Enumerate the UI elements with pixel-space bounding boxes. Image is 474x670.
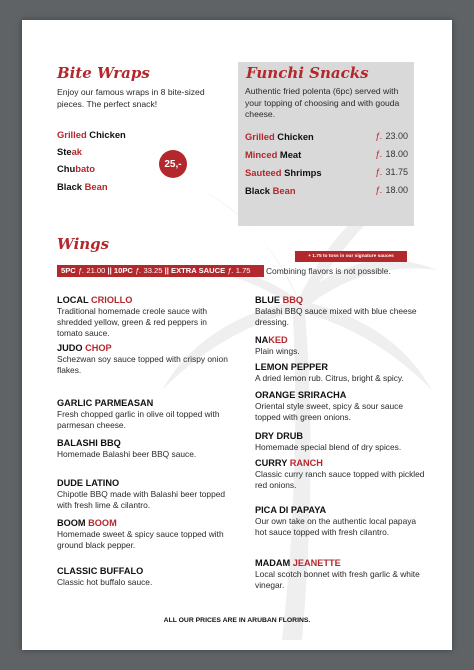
funchi-item: Grilled Chicken ƒ. 23.00 (245, 131, 409, 142)
wing-flavor-description: Homemade special blend of dry spices. (255, 442, 402, 452)
wing-flavor-item (255, 295, 430, 328)
wings-title: Wings (57, 235, 110, 253)
wing-flavor-description: Chipotle BBQ made with Balashi beer topped with fresh lime & cilantro. (57, 489, 226, 510)
wing-flavor-description: Traditional homemade creole sauce with shredded yellow, green & red peppers in tomato sauce. (57, 306, 208, 338)
funchi-snacks-box (238, 62, 414, 259)
wing-flavor-item (255, 362, 430, 384)
wing-flavor-name: NAKED (255, 335, 288, 345)
funchi-snacks-intro: Authentic fried polenta (6pc) served with your topping of choosing and with gouda cheese. (245, 86, 400, 119)
wing-flavor-item (255, 335, 430, 357)
wing-flavor-description: Oriental style sweet, spicy & sour sauce topped with green onions. (255, 401, 404, 422)
wing-flavor-description: Balashi BBQ sauce mixed with blue cheese dressing. (255, 306, 417, 327)
wing-flavor-item (255, 431, 430, 453)
wing-flavor-name: ORANGE SRIRACHA (255, 390, 347, 400)
bite-wrap-item: Grilled Chicken (57, 129, 126, 140)
wing-flavor-name: MADAM JEANETTE (255, 558, 341, 568)
wing-flavor-item (255, 505, 430, 538)
wing-flavor-description: Homemade Balashi beer BBQ sauce. (57, 449, 197, 459)
wing-flavor-name: DUDE LATINO (57, 478, 120, 488)
bite-wraps-intro: Enjoy our famous wraps in 8 bite-sized pieces. The perfect snack! (57, 87, 205, 109)
wing-flavor-item (57, 295, 232, 339)
wing-flavor-name: BALASHI BBQ (57, 438, 121, 448)
wing-flavor-name: PICA DI PAPAYA (255, 505, 327, 515)
wing-flavor-name: BOOM BOOM (57, 518, 117, 528)
wing-flavor-name: BLUE BBQ (255, 295, 303, 305)
wing-flavor-description: Plain wings. (255, 346, 300, 356)
funchi-item-price: ƒ. 31.75 (375, 167, 409, 177)
wing-flavor-name: GARLIC PARMEASAN (57, 398, 154, 408)
wing-flavor-item (57, 478, 232, 511)
bite-wrap-item: Black Bean (57, 180, 108, 192)
funchi-item: Minced Meat ƒ. 18.00 (245, 149, 409, 160)
wing-flavor-description: Local scotch bonnet with fresh garlic & white vinegar. (255, 569, 420, 590)
bite-wrap-item: Chubato (57, 163, 96, 175)
bite-wraps-price-badge: 25,- (159, 150, 187, 178)
wing-flavor-item (255, 558, 430, 591)
wing-flavor-item (57, 343, 232, 376)
menu-page (22, 20, 452, 650)
wing-flavor-description: Our own take on the authentic local papaya hot sauce topped with fresh cilantro. (255, 516, 417, 537)
wing-flavor-item (57, 438, 232, 460)
wing-flavor-name: CURRY RANCH (255, 458, 323, 468)
wing-flavor-item (255, 390, 430, 423)
funchi-item: Black Bean ƒ. 18.00 (245, 185, 409, 196)
funchi-item-price: ƒ. 18.00 (375, 149, 409, 159)
wing-flavor-item (255, 458, 430, 491)
funchi-item-price: ƒ. 18.00 (375, 185, 409, 195)
wing-flavor-description: Fresh chopped garlic in olive oil topped with parmesan cheese. (57, 409, 220, 430)
funchi-snacks-title: Funchi Snacks (246, 64, 369, 82)
price-currency-footer: ALL OUR PRICES ARE IN ARUBAN FLORINS. (163, 617, 311, 624)
wing-flavor-description: Schezwan soy sauce topped with crispy onion flakes. (57, 354, 228, 375)
wing-flavor-name: CLASSIC BUFFALO (57, 566, 144, 576)
wing-flavor-name: LEMON PEPPER (255, 362, 329, 372)
wing-flavor-description: A dried lemon rub. Citrus, bright & spicy. (255, 373, 404, 383)
wing-flavor-name: DRY DRUB (255, 431, 303, 441)
funchi-item: Sauteed Shrimps ƒ. 31.75 (245, 167, 409, 178)
wing-flavor-item (57, 566, 232, 588)
wing-flavor-description: Classic hot buffalo sauce. (57, 577, 153, 587)
wing-flavor-item (57, 518, 232, 551)
wing-flavor-name: JUDO CHOP (57, 343, 112, 353)
sauce-toss-note: + 1.75 to toss in our signature sauces (295, 251, 407, 262)
wing-flavor-description: Homemade sweet & spicy sauce topped with ground black pepper. (57, 529, 224, 550)
wing-flavor-item (57, 398, 232, 431)
wing-flavor-name: LOCAL CRIOLLO (57, 295, 133, 305)
wing-flavor-description: Classic curry ranch sauce topped with pickled red onions. (255, 469, 425, 490)
wings-price-banner: 5PC ƒ. 21.00 || 10PC ƒ. 33.25 || EXTRA SAUCE ƒ. 1.75 (57, 265, 264, 277)
bite-wrap-item: Steak (57, 146, 83, 158)
funchi-item-price: ƒ. 23.00 (375, 131, 409, 141)
combine-flavors-note: Combining flavors is not possible. (266, 266, 391, 276)
bite-wraps-title: Bite Wraps (57, 64, 150, 82)
